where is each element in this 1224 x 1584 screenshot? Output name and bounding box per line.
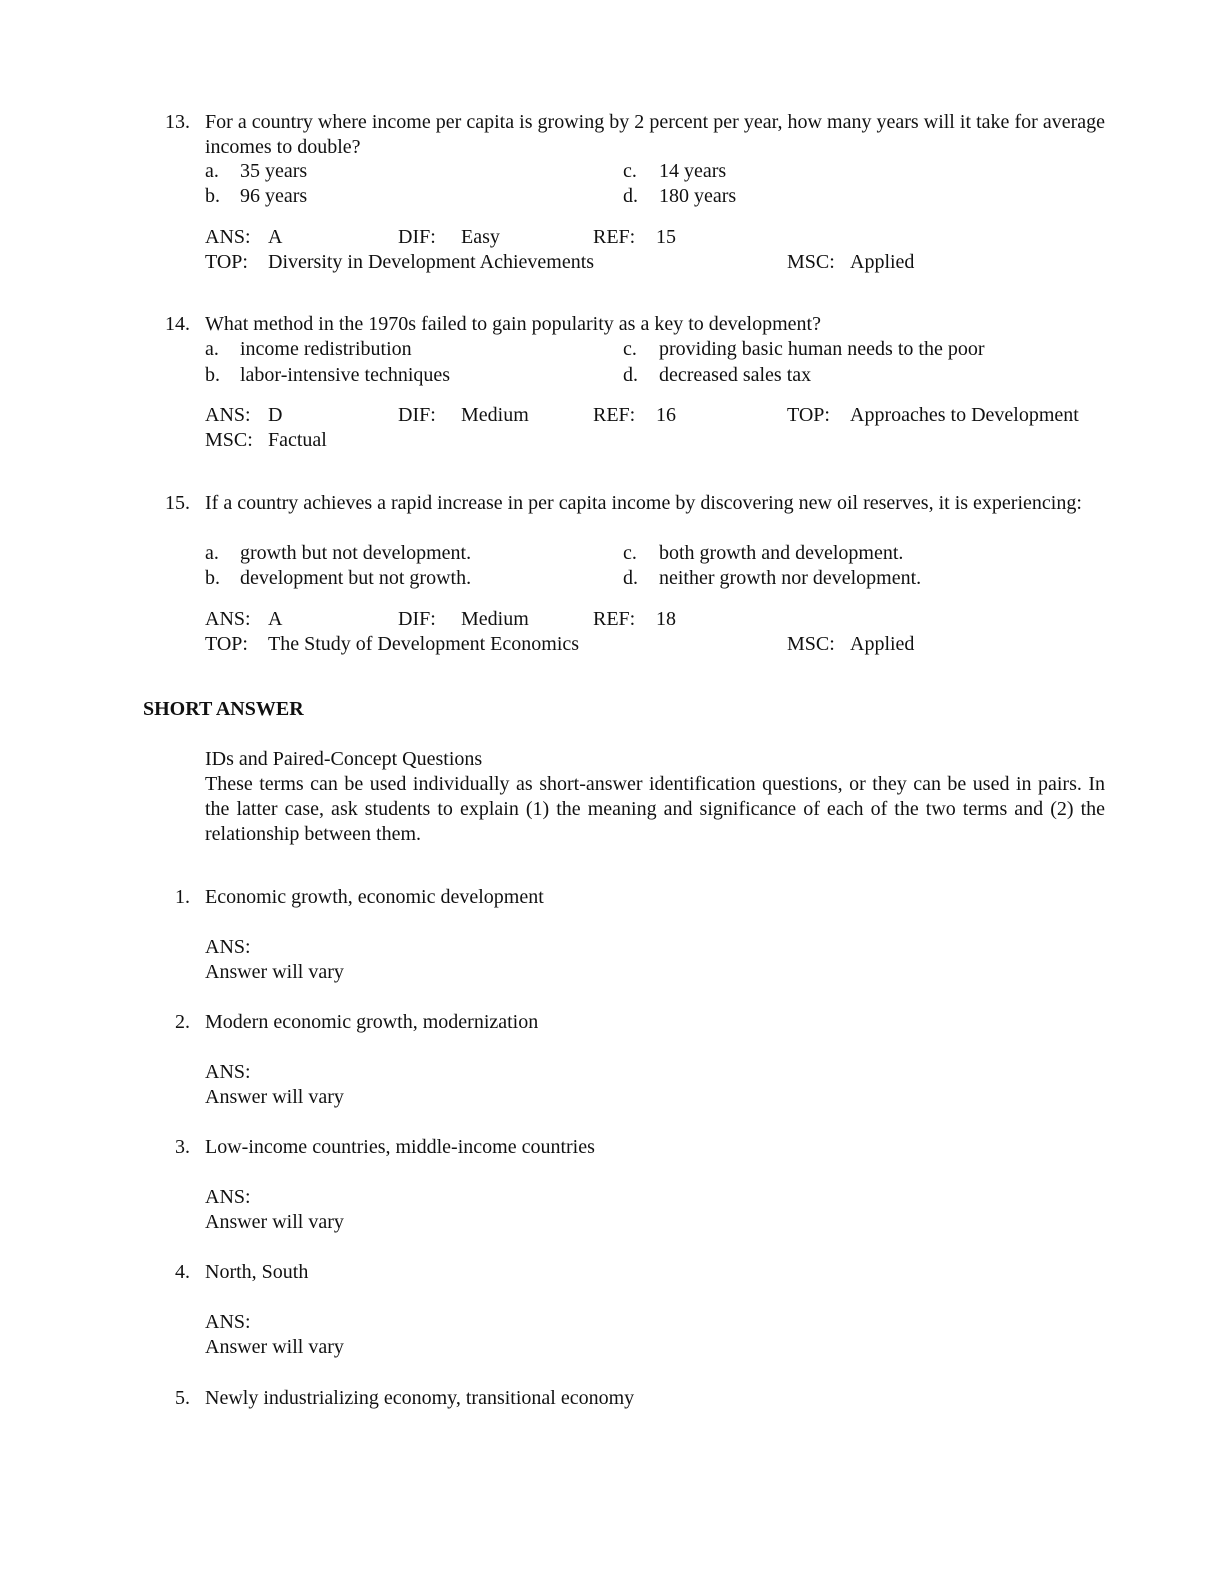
option-letter: d. [623, 364, 638, 386]
option-text: 35 years [240, 160, 308, 182]
item-text: Modern economic growth, modernization [205, 1011, 539, 1033]
msc-label: MSC: [787, 633, 835, 655]
ans-label: ANS: [205, 226, 251, 248]
item-number: 5. [175, 1387, 190, 1409]
option-text: 14 years [659, 160, 727, 182]
ans-label: ANS: [205, 404, 251, 426]
top-value: Approaches to Development [850, 404, 1079, 426]
option-letter: b. [205, 185, 220, 207]
answer-text: Answer will vary [205, 961, 344, 983]
question-number: 13. [165, 111, 190, 133]
ans-value: D [268, 404, 283, 426]
option-letter: a. [205, 338, 219, 360]
dif-label: DIF: [398, 226, 436, 248]
ans-value: A [268, 226, 283, 248]
option-letter: c. [623, 160, 637, 182]
ans-label: ANS: [205, 1061, 251, 1083]
item-text: Economic growth, economic development [205, 886, 544, 908]
ref-value: 16 [656, 404, 676, 426]
option-text: labor-intensive techniques [240, 364, 451, 386]
ref-label: REF: [593, 226, 636, 248]
question-number: 15. [165, 492, 190, 514]
option-text: providing basic human needs to the poor [659, 338, 985, 360]
option-text: neither growth nor development. [659, 567, 922, 589]
answer-text: Answer will vary [205, 1336, 344, 1358]
msc-value: Factual [268, 429, 327, 451]
top-label: TOP: [205, 251, 248, 273]
dif-label: DIF: [398, 608, 436, 630]
item-number: 4. [175, 1261, 190, 1283]
section-subheading: IDs and Paired-Concept Questions [205, 748, 483, 770]
section-intro: These terms can be used individually as short-answer identification questions, or they can be used in pairs. In the latter case, ask students to explain (1) the meaning and significance of each of the two terms and (2) the relationship between them. [205, 773, 1105, 845]
answer-text: Answer will vary [205, 1211, 344, 1233]
top-value: Diversity in Development Achievements [268, 251, 595, 273]
option-text: decreased sales tax [659, 364, 812, 386]
option-text: 96 years [240, 185, 308, 207]
question-number: 14. [165, 313, 190, 335]
section-heading: SHORT ANSWER [143, 698, 304, 720]
answer-text: Answer will vary [205, 1086, 344, 1108]
msc-value: Applied [850, 251, 915, 273]
ans-value: A [268, 608, 283, 630]
option-letter: c. [623, 542, 637, 564]
question-text: If a country achieves a rapid increase in per capita income by discovering new oil reserves, it is experiencing: [205, 492, 1082, 514]
item-text: North, South [205, 1261, 309, 1283]
dif-value: Medium [461, 404, 529, 426]
item-text: Newly industrializing economy, transitional economy [205, 1387, 635, 1409]
question-text: For a country where income per capita is growing by 2 percent per year, how many years will it take for average incomes to double? [205, 111, 1105, 158]
ref-label: REF: [593, 608, 636, 630]
top-value: The Study of Development Economics [268, 633, 580, 655]
item-number: 1. [175, 886, 190, 908]
msc-label: MSC: [787, 251, 835, 273]
item-text: Low-income countries, middle-income countries [205, 1136, 595, 1158]
option-text: income redistribution [240, 338, 412, 360]
option-letter: d. [623, 185, 638, 207]
question-text: What method in the 1970s failed to gain popularity as a key to development? [205, 313, 821, 335]
ref-label: REF: [593, 404, 636, 426]
dif-label: DIF: [398, 404, 436, 426]
option-text: development but not growth. [240, 567, 472, 589]
ans-label: ANS: [205, 1311, 251, 1333]
dif-value: Medium [461, 608, 529, 630]
ref-value: 18 [656, 608, 676, 630]
option-text: growth but not development. [240, 542, 472, 564]
top-label: TOP: [205, 633, 248, 655]
ans-label: ANS: [205, 1186, 251, 1208]
item-number: 3. [175, 1136, 190, 1158]
option-letter: a. [205, 542, 219, 564]
item-number: 2. [175, 1011, 190, 1033]
ans-label: ANS: [205, 936, 251, 958]
option-letter: a. [205, 160, 219, 182]
option-letter: c. [623, 338, 637, 360]
option-text: both growth and development. [659, 542, 904, 564]
option-text: 180 years [659, 185, 737, 207]
option-letter: d. [623, 567, 638, 589]
ref-value: 15 [656, 226, 676, 248]
option-letter: b. [205, 364, 220, 386]
dif-value: Easy [461, 226, 500, 248]
top-label: TOP: [787, 404, 830, 426]
ans-label: ANS: [205, 608, 251, 630]
msc-value: Applied [850, 633, 915, 655]
msc-label: MSC: [205, 429, 253, 451]
option-letter: b. [205, 567, 220, 589]
